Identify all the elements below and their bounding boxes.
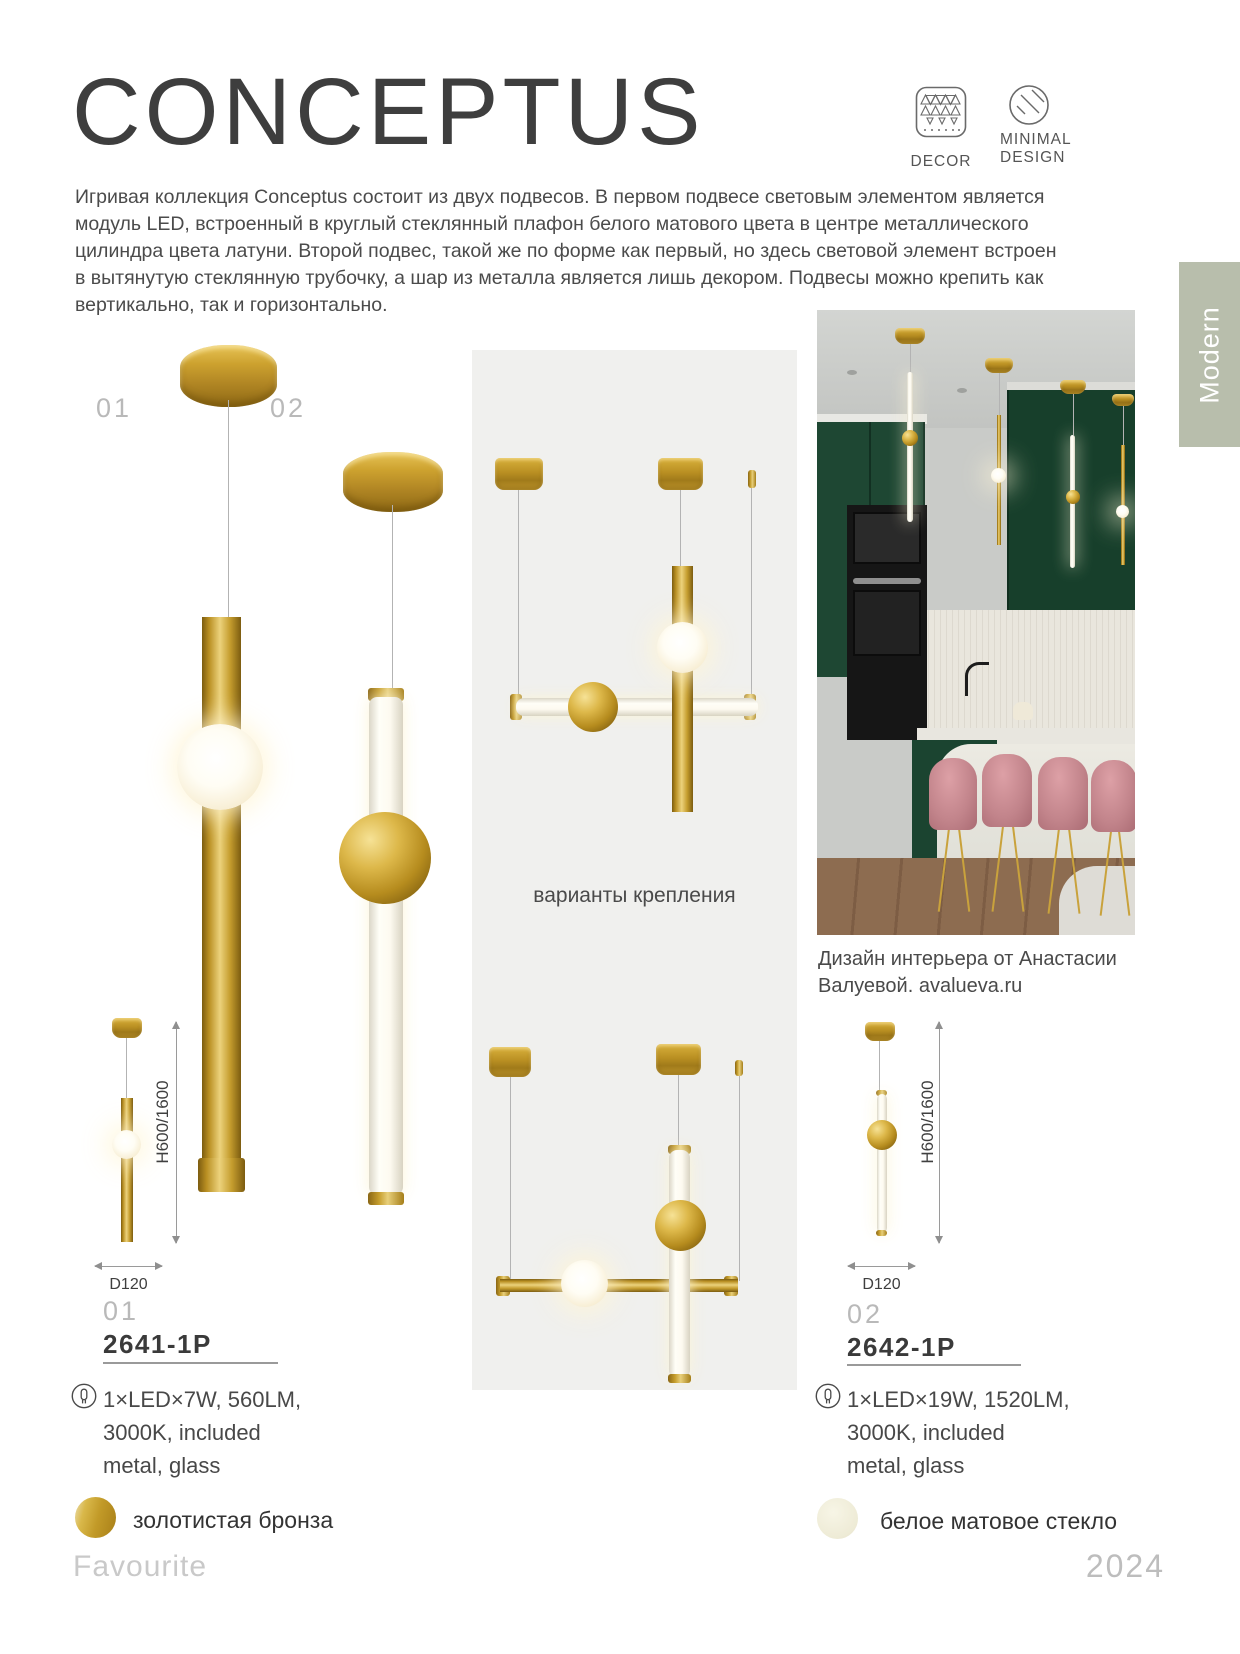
product-02-specs [847, 1383, 1087, 1482]
variant-a-cable-left [518, 490, 519, 702]
dim-arrow-right-icon [155, 1262, 163, 1270]
photo-tile-backsplash [923, 610, 1135, 740]
dim-02-glass-tube [877, 1094, 887, 1233]
tab-modern-label: Modern [1194, 305, 1224, 404]
lamp-01-number: 01 [96, 393, 133, 423]
photo-bar-stool [982, 754, 1032, 827]
product-02-code: 2642-1P [847, 1332, 956, 1362]
variant-a-horizontal-glass-tube [516, 698, 758, 716]
lamp-02-bottom-cap [368, 1192, 404, 1205]
lamp-02-cable [392, 505, 393, 690]
dim-02-cable [879, 1041, 880, 1093]
dim-02-bottom-cap [876, 1230, 887, 1236]
variant-b-cable-right [739, 1076, 740, 1281]
decor-pattern-icon [915, 86, 967, 138]
product-01-code: 2641-1P [103, 1329, 212, 1359]
product-01-spec-line: 3000K, included [103, 1420, 261, 1445]
photo-spotlight [847, 370, 857, 375]
photo-kettle [1013, 702, 1033, 720]
photo-bar-stool [929, 758, 977, 830]
variant-a-end-support [748, 470, 756, 488]
variant-b-vertical-glass-tube [669, 1150, 690, 1378]
variant-a-cable-right [751, 488, 752, 702]
dim-arrow-left-icon [847, 1262, 855, 1270]
variant-a-brass-sphere [568, 682, 618, 732]
dim-02-brass-sphere [867, 1120, 897, 1150]
led-bulb-icon [71, 1383, 97, 1409]
variant-b-cable-middle [678, 1075, 679, 1150]
interior-photo [817, 310, 1135, 935]
mounting-variants-panel [472, 350, 797, 1390]
product-01-number: 01 [103, 1296, 140, 1326]
dim-01-glass-sphere [112, 1130, 141, 1159]
lamp-01-cable [228, 400, 229, 617]
dim-02-canopy [865, 1022, 895, 1041]
photo-pendant-brass-sphere [902, 430, 918, 446]
photo-bar-stool [1038, 757, 1088, 830]
dim-01-cable [126, 1038, 127, 1098]
page-title: CONCEPTUS [72, 59, 705, 165]
lamp-01-canopy [180, 345, 277, 407]
product-02-divider [847, 1364, 1021, 1366]
photo-pendant-glass-tube [907, 372, 913, 522]
photo-caption: Дизайн интерьера от Анастасии Валуевой. avalueva.ru [818, 948, 1117, 997]
variant-a-cable-middle [680, 490, 681, 570]
variant-b-brass-sphere [655, 1200, 706, 1251]
photo-pendant-cable [910, 344, 911, 372]
dim-01-diameter-label: D120 [109, 1276, 148, 1293]
led-bulb-icon [815, 1383, 841, 1409]
dim-02-diameter-label: D120 [862, 1276, 901, 1293]
product-02-number: 02 [847, 1299, 884, 1329]
material-label-white-glass: белое матовое стекло [880, 1508, 1118, 1534]
lamp-02-number: 02 [270, 393, 307, 423]
photo-pendant-cable [999, 373, 1000, 415]
photo-pendant-glass-sphere [1116, 505, 1129, 518]
dim-01-height-label: H600/1600 [153, 1080, 172, 1164]
photo-pendant-canopy [1112, 394, 1134, 406]
dim-arrow-up-icon [935, 1021, 943, 1029]
dim-02-height-line [939, 1022, 940, 1243]
photo-pendant-cable [1123, 406, 1124, 445]
variant-b-glass-tube-bottom-cap [668, 1374, 691, 1383]
variant-b-cable-left [510, 1077, 511, 1281]
product-02-spec-line: metal, glass [847, 1453, 965, 1478]
dim-arrow-left-icon [94, 1262, 102, 1270]
photo-oven-handle [853, 578, 921, 584]
decor-badge-label: DECOR [910, 153, 972, 170]
photo-pendant-canopy [895, 328, 925, 344]
dim-arrow-right-icon [908, 1262, 916, 1270]
photo-spotlight [957, 388, 967, 393]
minimal-design-badge-label: MINIMAL DESIGN [1000, 131, 1072, 166]
photo-pendant-glass-sphere [991, 468, 1006, 483]
dim-arrow-down-icon [935, 1236, 943, 1244]
variant-b-end-support [735, 1060, 743, 1076]
variant-b-glass-sphere [561, 1260, 608, 1307]
product-02-spec-line: 3000K, included [847, 1420, 1005, 1445]
material-swatch-gold-bronze [75, 1497, 116, 1538]
tab-modern [1179, 262, 1240, 447]
variant-b-horizontal-brass-tube [500, 1279, 738, 1292]
variant-a-vertical-brass-tube [672, 566, 693, 812]
photo-pendant-canopy [985, 358, 1013, 373]
product-01-spec-line: metal, glass [103, 1453, 221, 1478]
material-swatch-white-glass [817, 1498, 858, 1539]
dim-01-diameter-line [95, 1266, 162, 1267]
photo-bar-stool [1091, 760, 1135, 832]
collection-description: Игривая коллекция Conceptus состоит из двух подвесов. В первом подвесе световым элементом является модуль LED, встроенный в круглый стеклянный плафон белого матового цвета в центре металлического цилиндра цвета латуни. Второй подвес, такой же по форме как первый, но здесь световой элемент встроен в вытянутую стеклянную трубочку, а шар из металла является лишь декором. Подвесы можно крепить как вертикально, так и горизонтально. [75, 186, 1057, 316]
minimal-design-icon [1008, 84, 1050, 126]
dim-01-height-line [176, 1022, 177, 1243]
photo-oven [853, 590, 921, 656]
photo-pendant-canopy [1060, 380, 1086, 394]
dim-arrow-down-icon [172, 1236, 180, 1244]
dim-02-height-label: H600/1600 [918, 1080, 937, 1164]
photo-faucet [965, 662, 989, 696]
lamp-01-ferrule [198, 1158, 245, 1192]
product-01-spec-line: 1×LED×7W, 560LM, [103, 1387, 302, 1412]
variant-a-glass-sphere [657, 622, 708, 673]
dim-02-diameter-line [848, 1266, 915, 1267]
lamp-02-canopy [343, 452, 443, 512]
variant-b-canopy-right [656, 1044, 701, 1075]
product-01-specs [103, 1383, 333, 1482]
variants-caption: варианты крепления [533, 884, 736, 907]
material-label-gold-bronze: золотистая бронза [133, 1507, 334, 1533]
variant-b-canopy-left [489, 1047, 531, 1077]
photo-pendant-cable [1073, 394, 1074, 435]
lamp-02-glass-tube [369, 697, 403, 1195]
variant-a-canopy-left [495, 458, 543, 490]
dim-arrow-up-icon [172, 1021, 180, 1029]
product-02-spec-line: 1×LED×19W, 1520LM, [847, 1387, 1070, 1412]
photo-pendant-brass-sphere [1066, 490, 1080, 504]
lamp-01-tube [202, 617, 241, 1160]
brand-logo-text: Favourite [73, 1550, 208, 1583]
dim-01-tube [121, 1098, 133, 1242]
dim-01-canopy [112, 1018, 142, 1038]
catalog-year: 2024 [1085, 1548, 1165, 1584]
product-01-divider [103, 1362, 278, 1364]
lamp-02-brass-sphere [339, 812, 431, 904]
variant-a-canopy-right [658, 458, 703, 490]
lamp-01-glass-sphere [177, 724, 263, 810]
